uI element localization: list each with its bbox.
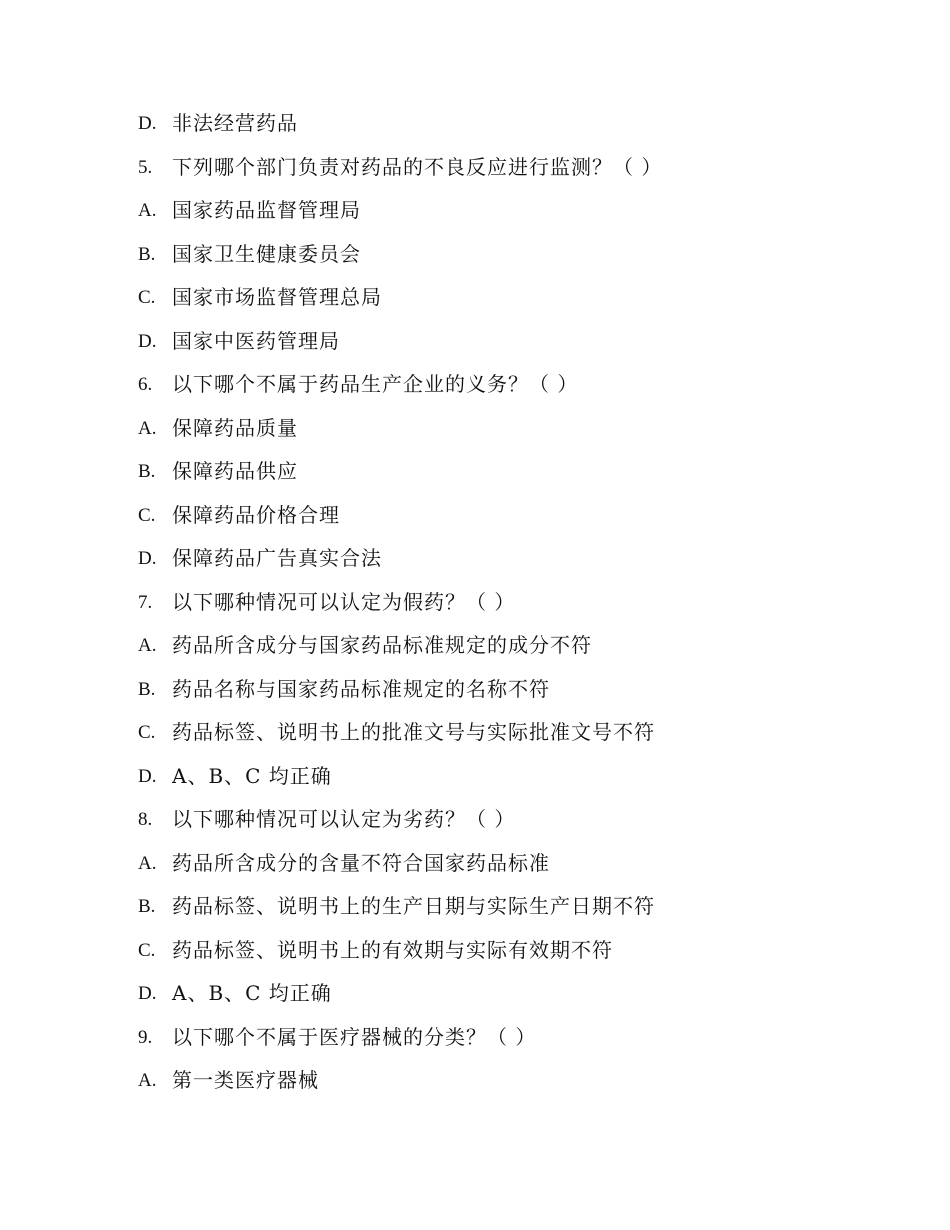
option-line <box>138 407 898 451</box>
option-line <box>138 929 898 973</box>
question-line <box>138 581 898 625</box>
option-text: 国家卫生健康委员会 <box>172 241 361 266</box>
option-line <box>138 320 898 364</box>
option-label: C. <box>138 504 156 526</box>
option-line <box>138 668 898 712</box>
question-line <box>138 146 898 190</box>
option-text: 保障药品质量 <box>172 415 298 440</box>
option-label: A. <box>138 200 157 221</box>
option-text: 国家中医药管理局 <box>172 328 340 353</box>
option-text: 药品名称与国家药品标准规定的名称不符 <box>172 676 550 701</box>
option-label: C. <box>138 287 156 308</box>
option-text: 国家市场监督管理总局 <box>172 285 382 309</box>
option-line <box>138 189 898 233</box>
option-line <box>138 885 898 929</box>
question-line <box>138 363 898 407</box>
option-text: 药品所含成分与国家药品标准规定的成分不符 <box>172 633 592 657</box>
option-text: 保障药品广告真实合法 <box>172 546 382 570</box>
option-label: C. <box>138 722 156 743</box>
option-text: 非法经营药品 <box>172 111 298 135</box>
question-text: 以下哪个不属于药品生产企业的义务？（ ） <box>172 372 579 396</box>
question-list <box>138 102 898 1103</box>
option-line <box>138 450 898 494</box>
option-line <box>138 972 898 1016</box>
option-label: D. <box>138 113 157 134</box>
option-line <box>138 711 898 755</box>
option-text: 药品标签、说明书上的批准文号与实际批准文号不符 <box>172 720 655 744</box>
option-text: 保障药品价格合理 <box>172 502 340 527</box>
question-number: 6. <box>138 374 153 395</box>
question-text: 以下哪种情况可以认定为劣药？（ ） <box>172 807 516 831</box>
option-label: D. <box>138 765 157 787</box>
option-label: D. <box>138 330 157 352</box>
option-text: A、B、C 均正确 <box>172 763 332 788</box>
question-number: 5. <box>138 156 153 178</box>
question-text: 以下哪种情况可以认定为假药？（ ） <box>172 589 516 614</box>
option-label: B. <box>138 678 156 700</box>
option-line <box>138 624 898 668</box>
option-line <box>138 102 898 146</box>
option-line <box>138 494 898 538</box>
question-number: 9. <box>138 1026 153 1048</box>
option-label: B. <box>138 461 156 482</box>
option-label: A. <box>138 1070 157 1091</box>
option-label: A. <box>138 852 157 874</box>
option-label: B. <box>138 243 156 265</box>
option-line <box>138 842 898 886</box>
question-line <box>138 798 898 842</box>
question-text: 下列哪个部门负责对药品的不良反应进行监测？（ ） <box>172 154 663 179</box>
question-number: 7. <box>138 591 153 613</box>
option-label: A. <box>138 417 157 439</box>
option-text: 保障药品供应 <box>172 459 298 483</box>
question-text: 以下哪个不属于医疗器械的分类？（ ） <box>172 1024 537 1049</box>
question-line <box>138 1016 898 1060</box>
option-text: 国家药品监督管理局 <box>172 198 361 222</box>
option-text: 药品所含成分的含量不符合国家药品标准 <box>172 850 550 875</box>
option-text: A、B、C 均正确 <box>172 981 332 1005</box>
option-text: 第一类医疗器械 <box>172 1068 319 1092</box>
option-label: B. <box>138 896 156 917</box>
option-text: 药品标签、说明书上的有效期与实际有效期不符 <box>172 937 613 962</box>
option-label: C. <box>138 939 156 961</box>
option-label: D. <box>138 983 157 1004</box>
option-line <box>138 755 898 799</box>
option-text: 药品标签、说明书上的生产日期与实际生产日期不符 <box>172 894 655 918</box>
option-label: A. <box>138 635 157 656</box>
option-label: D. <box>138 548 157 569</box>
question-number: 8. <box>138 809 153 830</box>
option-line <box>138 233 898 277</box>
option-line <box>138 1059 898 1103</box>
option-line <box>138 537 898 581</box>
option-line <box>138 276 898 320</box>
